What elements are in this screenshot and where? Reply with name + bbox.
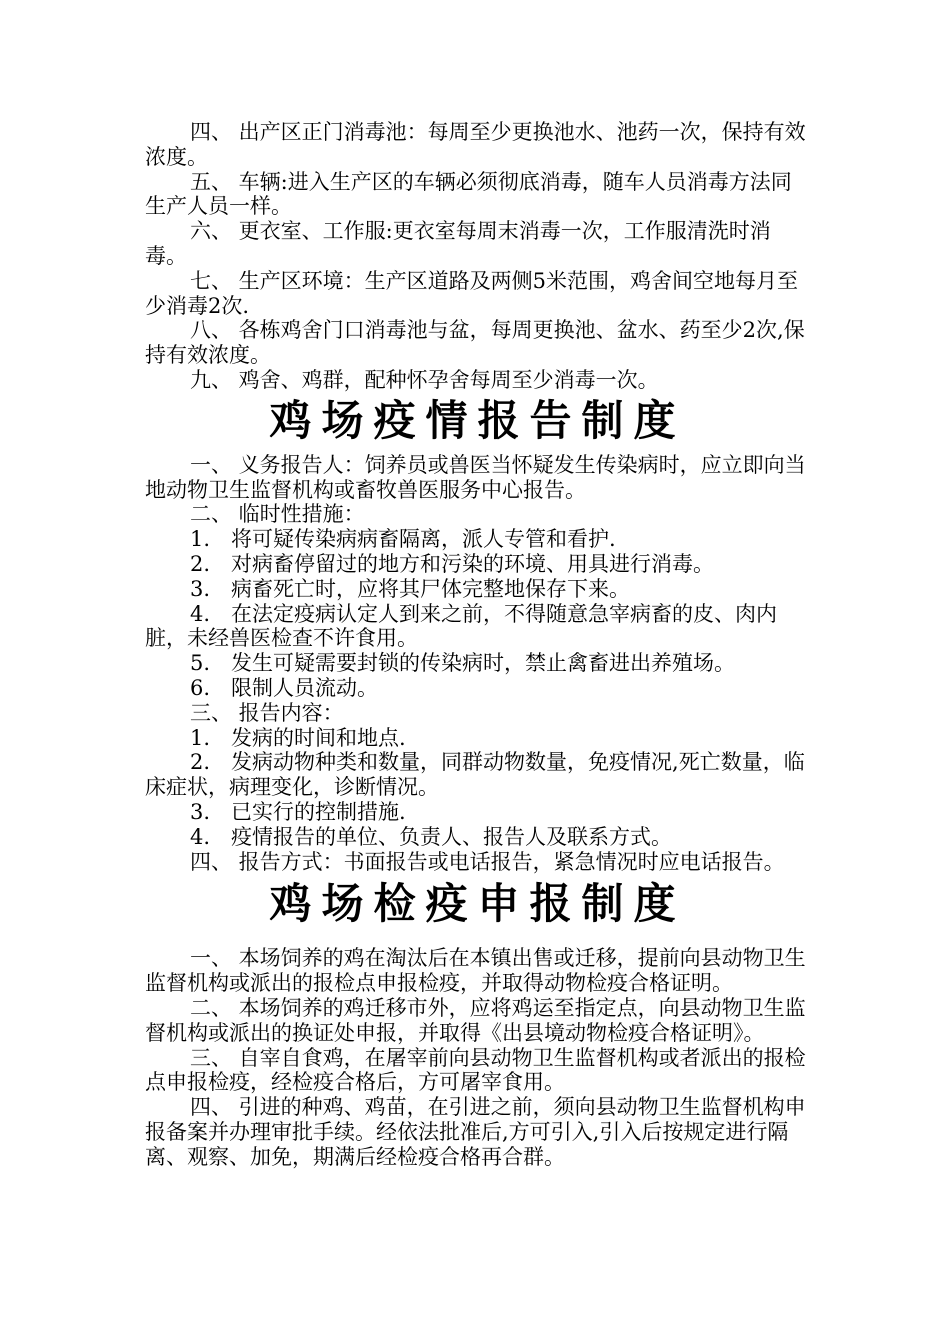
list-item: 5. 发生可疑需要封锁的传染病时，禁止禽畜进出养殖场。 bbox=[190, 651, 736, 676]
paragraph: 二、 本场饲养的鸡迁移市外，应将鸡运至指定点，向县动物卫生监督机构或派出的换证处申报，并取得《出县境动物检疫合格证明》。 bbox=[145, 995, 806, 1045]
paragraph: 五、 车辆:进入生产区的车辆必须彻底消毒，随车人员消毒方法同生产人员一样。 bbox=[145, 169, 792, 219]
list-item: 6. 限制人员流动。 bbox=[190, 675, 379, 700]
paragraph: 九、 鸡舍、鸡群，配种怀孕舍每周至少消毒一次。 bbox=[190, 367, 659, 392]
list-item: 1. 将可疑传染病病畜隔离，派人专管和看护. bbox=[190, 527, 616, 552]
list-item: 4. 在法定疫病认定人到来之前，不得随意急宰病畜的皮、肉内脏，未经兽医检查不许食用。 bbox=[145, 601, 778, 651]
paragraph: 四、 引进的种鸡、鸡苗，在引进之前，须向县动物卫生监督机构申报备案并办理审批手续。经依法批准后,方可引入,引入后按规定进行隔离、观察、加免，期满后经检疫合格再合群。 bbox=[145, 1095, 806, 1169]
paragraph: 一、 本场饲养的鸡在淘汰后在本镇出售或迁移，提前向县动物卫生监督机构或派出的报检点申报检疫，并取得动物检疫合格证明。 bbox=[145, 946, 806, 996]
paragraph: 四、 出产区正门消毒池：每周至少更换池水、池药一次，保持有效浓度。 bbox=[145, 120, 806, 169]
list-item: 4. 疫情报告的单位、负责人、报告人及联系方式。 bbox=[190, 824, 673, 849]
document-page bbox=[145, 120, 810, 1169]
list-item: 2. 发病动物种类和数量，同群动物数量，免疫情况,死亡数量，临床症状，病理变化，诊断情况。 bbox=[145, 750, 805, 800]
paragraph: 六、 更衣室、工作服:更衣室每周末消毒一次，工作服清洗时消毒。 bbox=[145, 219, 771, 268]
section-title-epidemic-report: 鸡场疫情报告制度 bbox=[269, 395, 686, 445]
list-item: 3. 病畜死亡时，应将其尸体完整地保存下来。 bbox=[190, 576, 631, 601]
paragraph: 二、 临时性措施： bbox=[190, 502, 365, 527]
section-title-quarantine-declaration: 鸡场检疫申报制度 bbox=[269, 879, 686, 929]
paragraph: 八、 各栋鸡舍门口消毒池与盆，每周更换池、盆水、药至少2次,保持有效浓度。 bbox=[145, 318, 805, 368]
paragraph: 四、 报告方式：书面报告或电话报告，紧急情况时应电话报告。 bbox=[190, 849, 785, 874]
list-item: 3. 已实行的控制措施. bbox=[190, 799, 406, 824]
paragraph: 三、 报告内容： bbox=[190, 700, 344, 725]
paragraph: 七、 生产区环境：生产区道路及两侧5米范围，鸡舍间空地每月至少消毒2次. bbox=[145, 268, 799, 318]
paragraph: 三、 自宰自食鸡，在屠宰前向县动物卫生监督机构或者派出的报检点申报检疫，经检疫合格后，方可屠宰食用。 bbox=[145, 1045, 806, 1095]
list-item: 1. 发病的时间和地点. bbox=[190, 725, 406, 750]
paragraph: 一、 义务报告人：饲养员或兽医当怀疑发生传染病时，应立即向当地动物卫生监督机构或畜牧兽医服务中心报告。 bbox=[145, 452, 806, 502]
list-item: 2. 对病畜停留过的地方和污染的环境、用具进行消毒。 bbox=[190, 551, 715, 576]
